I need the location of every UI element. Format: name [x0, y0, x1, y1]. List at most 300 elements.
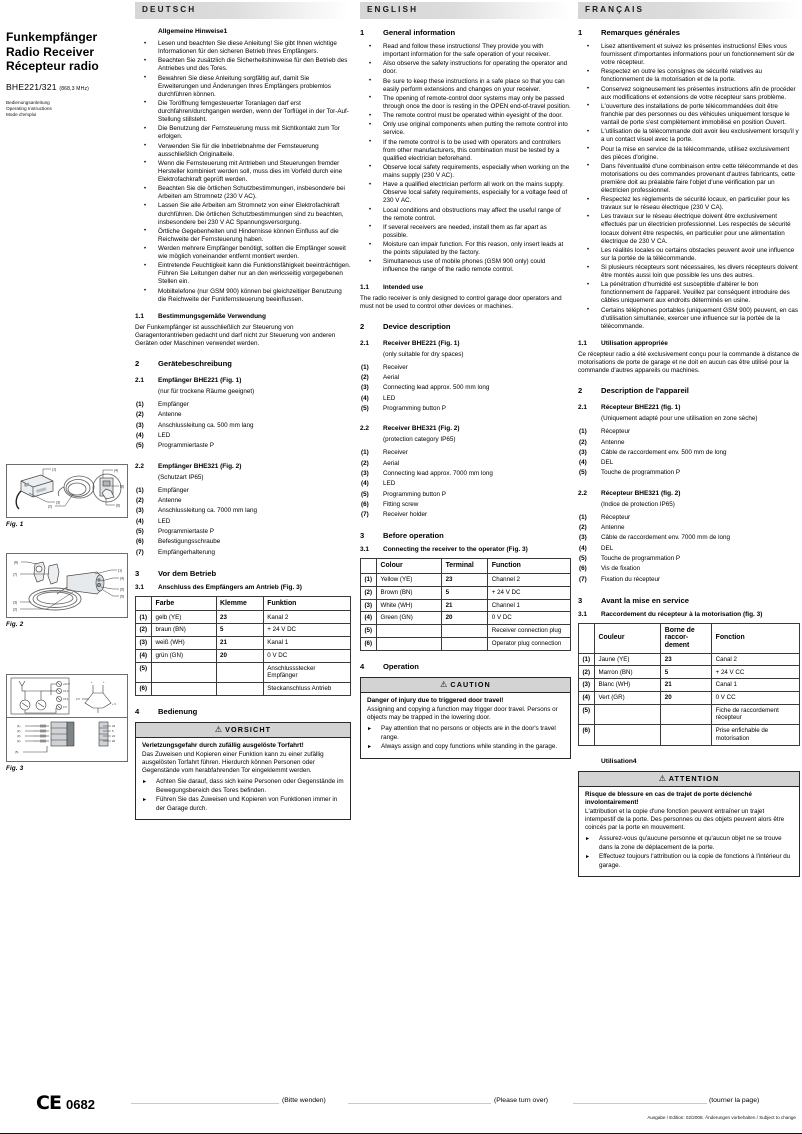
- cell-terminal: 20: [216, 649, 263, 662]
- section-number: 3.1: [360, 546, 370, 554]
- item-index: (1): [361, 363, 369, 371]
- item-label: Touche de programmation P: [601, 554, 681, 562]
- item-index: (3): [361, 384, 369, 392]
- svg-text:+: +: [103, 681, 105, 684]
- section-number: 1.1: [578, 339, 588, 347]
- cover-column: [6, 30, 130, 118]
- fr-section-1-heading: [578, 28, 800, 37]
- language-bar-english: [360, 2, 570, 19]
- figure-3-bottom-panel: [6, 718, 128, 762]
- list-item: • Örtliche Gegebenheiten und Hindernisse können Einfluss auf die Reichweite der Fernsteuerung haben.: [135, 228, 351, 244]
- de-section-3-heading: [135, 569, 351, 578]
- item-index: (2): [361, 459, 369, 467]
- section-number: 4: [135, 706, 140, 716]
- list-item: [360, 383, 571, 393]
- cell-index: (6): [136, 682, 152, 695]
- cell-terminal: 5: [661, 666, 712, 679]
- caution-actions: [142, 778, 344, 814]
- svg-text:(1): (1): [17, 724, 21, 728]
- cell-index: (1): [579, 653, 595, 666]
- section-number: 1: [360, 28, 365, 37]
- cell-colour: Brown (BN): [377, 586, 442, 599]
- item-label: Câble de raccordement env. 500 mm de long: [601, 448, 727, 456]
- warning-triangle-icon: ⚠: [214, 724, 223, 734]
- de-section-2-1-items: [135, 400, 351, 451]
- svg-text:+ V: + V: [112, 703, 116, 706]
- list-item: [135, 496, 351, 506]
- cell-terminal: 23: [442, 574, 488, 587]
- item-label: Receiver: [383, 449, 408, 457]
- caution-text: L'attribution et la copie d'une fonction peuvent entraîner un trajet intempestif de la porte. Des personnes ou des objets peuvent alors être coincés par la porte en mouvement.: [585, 807, 785, 832]
- item-label: Câble de raccordement env. 7000 mm de long: [601, 534, 731, 542]
- item-label: Fitting screw: [383, 500, 419, 508]
- list-item: • Read and follow these instructions! They provide you with important information for the safe operation of your receiver.: [360, 43, 571, 59]
- de-section-1-1-text: Der Funkempfänger ist ausschließlich zur Steuerung von Garagentorantrieben gedacht und darf nicht zur Steuerung von anderen Geräten oder Maschinen verwendet werden.: [135, 323, 336, 347]
- item-label: DEL: [601, 544, 614, 552]
- model-frequency: (868,3 MHz): [59, 85, 90, 92]
- list-item: • Les travaux sur le réseau électrique doivent être exclusivement effectués par un électricien professionnel. Les respectés de sécurité locaux doivent être respectés, en particulier pour une alimentation électrique de 230 V CA.: [578, 213, 800, 245]
- table-row: [136, 636, 351, 649]
- list-item: [360, 459, 571, 469]
- list-item: [578, 448, 800, 458]
- col-colour: Colour: [377, 559, 442, 574]
- item-index: (6): [579, 565, 587, 573]
- list-item: [135, 431, 351, 441]
- list-item: [360, 363, 571, 373]
- item-label: Aerial: [383, 459, 400, 467]
- list-item: • If several receivers are needed, install them as far apart as possible.: [360, 224, 571, 240]
- table-row: [136, 662, 351, 682]
- list-item: [135, 527, 351, 537]
- section-number: 2.2: [578, 489, 588, 497]
- item-index: (1): [579, 428, 587, 436]
- figure-3-caption: Fig. 3: [6, 765, 24, 772]
- warning-triangle-icon: ⚠: [440, 679, 448, 689]
- french-column: [578, 28, 800, 877]
- list-item: [578, 554, 800, 564]
- list-item: [360, 490, 571, 500]
- item-label: Befestigungsschraube: [158, 538, 221, 546]
- fr-section-2-2-heading: [578, 490, 800, 498]
- cell-colour: Blanc (WH): [595, 679, 661, 692]
- table-row: [136, 624, 351, 637]
- table-header-row: [579, 623, 800, 653]
- page-footer: [0, 1070, 802, 1134]
- item-index: (2): [136, 411, 144, 419]
- item-label: Programmiertaste P: [158, 527, 214, 535]
- svg-text:(4): (4): [120, 576, 125, 581]
- list-item: • Mobiltelefone (nur GSM 900) können bei gleichzeitiger Benutzung die Reichweite der Funkfernsteuerung beeinflussen.: [135, 288, 351, 304]
- en-caution-body: [361, 693, 570, 758]
- list-item: [135, 421, 351, 431]
- fr-section-2-1-items: [578, 427, 800, 478]
- fr-caution-box: [578, 771, 800, 878]
- svg-text:(4): (4): [17, 739, 21, 743]
- figure-3-image: [6, 674, 128, 762]
- cell-terminal: 21: [661, 679, 712, 692]
- list-item: • La pénétration d'humidité est susceptible d'altérer le bon fonctionnement de l'appareil. Veuillez par conséquent introduire des câbles uniquement aux endroits déterminés en usine.: [578, 281, 800, 305]
- en-section-3-heading: [360, 531, 571, 540]
- list-item: [135, 441, 351, 451]
- de-caution-box: [135, 722, 351, 821]
- cell-colour: Green (GN): [377, 612, 442, 625]
- item-label: Récepteur: [601, 428, 631, 436]
- cell-index: (1): [136, 611, 152, 624]
- list-item: • Respectez les règlements de sécurité locaux, en particulier pour les travaux sur le réseau électrique (230 V CA).: [578, 196, 800, 212]
- svg-text:(7): (7): [13, 572, 18, 577]
- section-number: 2.1: [135, 377, 145, 385]
- item-index: (3): [579, 448, 587, 456]
- list-item: • Local conditions and obstructions may affect the useful range of the remote control.: [360, 207, 571, 223]
- list-item: • L'ouverture des installations de porte télécommandées doit être franchie par des personnes ou des véhicules uniquement lorsque le vantail de porte s'est complètement immobilisé en position Ouvert.: [578, 103, 800, 127]
- cell-terminal: 23: [216, 611, 263, 624]
- item-index: (4): [579, 459, 587, 467]
- caution-label: CAUTION: [450, 679, 491, 689]
- en-section-3-1-heading: [360, 546, 571, 554]
- section-title: Intended use: [383, 283, 424, 291]
- item-label: Receiver: [383, 363, 408, 371]
- doc-type-fr: Mode d'emploi: [6, 111, 37, 117]
- section-title: Bestimmungsgemäße Verwendung: [158, 312, 266, 320]
- svg-text:0 V: 0 V: [76, 698, 80, 701]
- list-item: • Conservez soigneusement les présentes instructions afin de procéder aux modifications et extensions de votre récepteur sans problème.: [578, 86, 800, 102]
- cell-function: Channel 2: [488, 574, 571, 587]
- en-section-1-1-heading: [360, 284, 571, 292]
- fr-caution-body: [579, 787, 799, 877]
- cell-function: Anschlussstecker Empfänger: [263, 662, 350, 682]
- turn-over-label-en: (Please turn over): [494, 1097, 549, 1104]
- caution-text: Das Zuweisen und Kopieren einer Funktion kann zu einer zufällig ausgelösten Torfahrt führen. Hierdurch können Personen oder Gegenstände vom herabfahrenden Tor eingeklemmt werden.: [142, 750, 324, 775]
- item-index: (3): [579, 534, 587, 542]
- list-item: [360, 510, 571, 520]
- section-title: Gerätebeschreibung: [158, 359, 232, 369]
- figure-1-image: [6, 464, 128, 518]
- list-item: • The opening of remote-control door systems may only be passed through once the door is resting in the OPEN end-of-travel position.: [360, 95, 571, 111]
- list-item: ► Effectuez toujours l'attribution ou la copie de fonctions à l'intérieur du garage.: [585, 853, 793, 871]
- list-item: • Pour la mise en service de la télécommande, utilisez exclusivement des pièces d'origine.: [578, 146, 800, 162]
- en-wiring-table: [360, 558, 571, 650]
- svg-text:(4): (4): [114, 468, 119, 473]
- col-index: [579, 623, 595, 653]
- list-item: [360, 469, 571, 479]
- language-bar-french: [578, 2, 800, 19]
- de-section-2-1-heading: [135, 377, 351, 385]
- svg-text:(3): (3): [17, 734, 21, 738]
- list-item: • Lisez attentivement et suivez les présentes instructions! Elles vous fournissent d'importantes informations pour un fonctionnement sûr de votre récepteur.: [578, 43, 800, 67]
- cell-index: (3): [579, 679, 595, 692]
- figure-3-top-panel: [6, 674, 128, 718]
- list-item: • Eintretende Feuchtigkeit kann die Funktionsfähigkeit beeinträchtigen. Führen Sie Leitungen daher nur an den werksseitig vorgegebenen Stellen ein.: [135, 262, 351, 286]
- list-item: • Verwenden Sie für die Inbetriebnahme der Fernsteuerung ausschließlich Originalteile.: [135, 143, 351, 159]
- cell-index: (2): [136, 624, 152, 637]
- cell-terminal: 23: [661, 653, 712, 666]
- cell-function: 0 V CC: [712, 692, 800, 705]
- section-title: Receiver BHE321 (Fig. 2): [383, 425, 460, 433]
- cell-terminal: [661, 725, 712, 745]
- turn-over-label-de: (Bitte wenden): [282, 1097, 326, 1104]
- item-label: Programming button P: [383, 490, 446, 498]
- cell-function: Canal 1: [712, 679, 800, 692]
- turn-over-label-fr: (tourner la page): [709, 1097, 760, 1104]
- cell-colour: Marron (BN): [595, 666, 661, 679]
- section-title: General information: [383, 28, 456, 37]
- list-item: • Observe local safety requirements, especially when working on the mains supply (230 V AC).: [360, 164, 571, 180]
- item-label: Empfänger: [158, 486, 189, 494]
- list-item: • Also observe the safety instructions for operating the operator and door.: [360, 60, 571, 76]
- col-terminal: Klemme: [216, 596, 263, 611]
- section-title: Description de l'appareil: [601, 386, 689, 396]
- list-item: • If the remote control is to be used with operators and controllers from other manufacturers, this combination must be tested by a qualified electrician beforehand.: [360, 139, 571, 163]
- cell-terminal: 5: [216, 624, 263, 637]
- cell-index: (3): [136, 636, 152, 649]
- item-label: Antenne: [158, 497, 182, 505]
- col-function: Funktion: [263, 596, 350, 611]
- section-number: 1.1: [360, 283, 370, 291]
- product-title-de: Funkempfänger: [6, 30, 98, 44]
- list-item: • Si plusieurs récepteurs sont nécessaires, les divers récepteurs doivent être montés aussi loin que possible les uns des autres.: [578, 264, 800, 280]
- section-title: Utilisation appropriée: [601, 339, 668, 347]
- item-index: (5): [361, 404, 369, 412]
- list-item: [135, 548, 351, 558]
- item-index: (7): [579, 575, 587, 583]
- de-section-1-bullets: [135, 40, 351, 304]
- figure-2-caption: Fig. 2: [6, 621, 24, 628]
- language-label-english: ENGLISH: [367, 5, 419, 14]
- item-index: (3): [136, 507, 144, 515]
- de-caution-header: [136, 723, 350, 738]
- list-item: • Werden mehrere Empfänger benötigt, sollten die Empfänger soweit wie möglich voneinander entfernt montiert werden.: [135, 245, 351, 261]
- item-label: Programmiertaste P: [158, 442, 214, 450]
- list-item: ► Always assign and copy functions while standing in the garage.: [367, 743, 564, 752]
- fr-section-2-2-note: (Indice de protection IP65): [601, 500, 675, 508]
- list-item: • Les réalités locales ou certains obstacles peuvent avoir une influence sur la portée de la télécommande.: [578, 247, 800, 263]
- item-index: (3): [136, 421, 144, 429]
- table-row: [579, 679, 800, 692]
- section-title: Raccordement du récepteur à la motorisation (fig. 3): [601, 610, 763, 618]
- list-item: • Respectez en outre les consignes de sécurité relatives au fonctionnement de la motorisation et de la porte.: [578, 68, 800, 84]
- item-label: DEL: [601, 459, 614, 467]
- list-item: [578, 468, 800, 478]
- product-title-en: Radio Receiver: [6, 44, 95, 59]
- cell-function: Receiver connection plug: [488, 625, 571, 638]
- cell-function: 0 V DC: [263, 649, 350, 662]
- document-type-labels: [6, 100, 130, 118]
- item-index: (5): [361, 490, 369, 498]
- table-row: [361, 574, 571, 587]
- fr-section-2-heading: [578, 386, 800, 395]
- cell-colour: Jaune (YE): [595, 653, 661, 666]
- list-item: • L'utilisation de la télécommande doit avoir lieu exclusivement lorsqu'il y a un contact visuel avec la porte.: [578, 128, 800, 144]
- svg-text:+: +: [91, 681, 93, 684]
- item-index: (2): [579, 438, 587, 446]
- cell-function: + 24 V CC: [712, 666, 800, 679]
- table-row: [361, 599, 571, 612]
- cell-colour: grün (GN): [152, 649, 217, 662]
- cell-function: + 24 V DC: [488, 586, 571, 599]
- item-label: Anschlussleitung ca. 500 mm lang: [158, 421, 254, 429]
- list-item: [360, 394, 571, 404]
- list-item: • The remote control must be operated within eyesight of the door.: [360, 112, 571, 120]
- item-label: Vis de fixation: [601, 565, 641, 573]
- cell-terminal: 20: [661, 692, 712, 705]
- doc-type-de: Bedienungsanleitung: [6, 99, 50, 105]
- cell-index: (6): [361, 637, 377, 650]
- svg-text:+24 V: +24 V: [63, 683, 70, 686]
- item-label: Antenne: [158, 411, 182, 419]
- list-item: [135, 537, 351, 547]
- item-index: (1): [361, 449, 369, 457]
- caution-actions: [585, 835, 793, 871]
- cell-index: (4): [361, 612, 377, 625]
- language-header-bars: [0, 0, 802, 20]
- cell-colour: [377, 637, 442, 650]
- cell-index: (5): [579, 704, 595, 724]
- item-label: Empfängerhalterung: [158, 548, 216, 556]
- cell-function: Canal 2: [712, 653, 800, 666]
- table-row: [579, 725, 800, 745]
- section-title: Connecting the receiver to the operator (Fig. 3): [383, 546, 528, 554]
- footer-rule-left: [131, 1103, 279, 1104]
- caution-title: Danger of injury due to triggered door travel!: [367, 696, 504, 704]
- cell-index: (5): [361, 625, 377, 638]
- list-item: [578, 427, 800, 437]
- col-function: Function: [488, 559, 571, 574]
- product-title-fr: Récepteur radio: [6, 59, 99, 73]
- en-section-2-1-note: (only suitable for dry spaces): [383, 350, 464, 358]
- list-item: [360, 448, 571, 458]
- list-item: [578, 513, 800, 523]
- section-number: 1.1: [135, 312, 145, 320]
- table-row: [361, 625, 571, 638]
- svg-text:(2): (2): [13, 607, 18, 612]
- list-item: • Wenn die Fernsteuerung mit Antrieben und Steuerungen fremder Hersteller kombiniert werden soll, muss dies im Vorfeld durch eine Elektrofachkraft geprüft werden.: [135, 160, 351, 184]
- cell-function: 0 V DC: [488, 612, 571, 625]
- list-item: • Die Toröffnung ferngesteuerter Toranlagen darf erst durchfahren/durchgangen werden, wenn der Torflügel in der Tor-Auf-Stellung stillsteht.: [135, 100, 351, 124]
- section-title: Vor dem Betrieb: [158, 568, 217, 578]
- fr-section-2-1-heading: [578, 404, 800, 412]
- col-index: [361, 559, 377, 574]
- list-item: • Be sure to keep these instructions in a safe place so that you can easily perform extensions and changes on your receiver.: [360, 78, 571, 94]
- svg-text:(5): (5): [120, 587, 125, 592]
- table-row: [361, 586, 571, 599]
- cell-terminal: [216, 662, 263, 682]
- list-item: [578, 438, 800, 448]
- svg-text:(1): (1): [118, 568, 123, 573]
- item-index: (1): [579, 513, 587, 521]
- svg-text:Ch 2: Ch 2: [63, 690, 69, 693]
- cell-function: Fiche de raccordement récepteur: [712, 704, 800, 724]
- cell-colour: [377, 625, 442, 638]
- de-section-1-1-heading: [135, 313, 351, 321]
- svg-text:23: 23: [112, 724, 116, 728]
- section-title: Remarques générales: [601, 28, 680, 37]
- edition-note: Ausgabe / Edition: 02/2008. Änderungen vorbehalten / Subject to change: [647, 1115, 796, 1120]
- table-row: [579, 666, 800, 679]
- language-label-german: DEUTSCH: [142, 5, 197, 14]
- cell-index: (1): [361, 574, 377, 587]
- item-label: LED: [383, 394, 396, 402]
- en-section-2-2-heading: [360, 425, 571, 433]
- fr-section-1-1-heading: [578, 340, 800, 348]
- cell-index: (5): [136, 662, 152, 682]
- list-item: • Certains téléphones portables (uniquement GSM 900) peuvent, en cas d'utilisation simultanée, exercer une influence sur la portée de la télécommande.: [578, 307, 800, 331]
- language-label-french: FRANÇAIS: [585, 5, 645, 14]
- cell-index: (4): [579, 692, 595, 705]
- item-index: (4): [361, 480, 369, 488]
- caution-text: Assigning and copying a function may trigger door travel. Persons or objects may be trapped in the lowering door.: [367, 705, 558, 722]
- de-section-2-heading: [135, 359, 351, 368]
- item-index: (2): [361, 374, 369, 382]
- list-item: [578, 458, 800, 468]
- fr-section-2-1-note: (Uniquement adapté pour une utilisation en zone sèche): [601, 415, 758, 423]
- item-index: (5): [136, 442, 144, 450]
- cell-colour: Vert (GR): [595, 692, 661, 705]
- cell-colour: Yellow (YE): [377, 574, 442, 587]
- item-index: (4): [136, 432, 144, 440]
- list-item: [135, 400, 351, 410]
- list-item: [578, 533, 800, 543]
- cell-colour: [595, 725, 661, 745]
- table-header-row: [136, 596, 351, 611]
- fr-caution-header: [579, 772, 799, 787]
- list-item: ► Pay attention that no persons or objects are in the door's travel range.: [367, 725, 564, 743]
- list-item: [578, 544, 800, 554]
- figure-1: [6, 464, 128, 528]
- cell-colour: [152, 682, 217, 695]
- section-number: 2: [360, 321, 365, 331]
- de-section-2-2-heading: [135, 463, 351, 471]
- de-caution-body: [136, 738, 350, 820]
- item-index: (5): [579, 469, 587, 477]
- table-row: [361, 612, 571, 625]
- table-header-row: [361, 559, 571, 574]
- section-title: Anschluss des Empfängers am Antrieb (Fig. 3): [158, 583, 302, 591]
- cell-function: + 24 V DC: [263, 624, 350, 637]
- item-index: (4): [136, 517, 144, 525]
- item-label: Récepteur: [601, 513, 631, 521]
- list-item: [360, 500, 571, 510]
- section-title: Récepteur BHE321 (fig. 2): [601, 489, 681, 497]
- de-section-2-1-note: (nur für trockene Räume geeignet): [158, 388, 255, 396]
- footer-rule-middle: [348, 1103, 491, 1104]
- list-item: • Moisture can impair function. For this reason, only insert leads at the points stipulated by the factory.: [360, 241, 571, 257]
- section-number: 2: [135, 359, 140, 369]
- cell-colour: braun (BN): [152, 624, 217, 637]
- en-caution-header: [361, 678, 570, 693]
- list-item: ► Führen Sie das Zuweisen und Kopieren von Funktionen immer in der Garage durch.: [142, 796, 344, 814]
- section-number: 4: [360, 661, 365, 671]
- cell-colour: White (WH): [377, 599, 442, 612]
- cell-colour: [595, 704, 661, 724]
- caution-title: Verletzungsgefahr durch zufällig ausgelöste Torfahrt!: [142, 741, 304, 749]
- section-number: 2.1: [578, 404, 588, 412]
- table-row: [579, 653, 800, 666]
- item-index: (2): [136, 497, 144, 505]
- list-item: [135, 486, 351, 496]
- cell-colour: [152, 662, 217, 682]
- model-code: BHE221/321: [6, 81, 57, 92]
- de-section-2-2-items: [135, 486, 351, 558]
- cell-terminal: 20: [442, 612, 488, 625]
- fr-section-3-1-heading: [578, 611, 800, 619]
- figure-2-image: [6, 553, 128, 618]
- item-label: Empfänger: [158, 401, 189, 409]
- cell-index: (3): [361, 599, 377, 612]
- section-number: 2: [578, 386, 583, 396]
- cell-function: Operator plug connection: [488, 637, 571, 650]
- item-index: (7): [361, 511, 369, 519]
- table-row: [361, 637, 571, 650]
